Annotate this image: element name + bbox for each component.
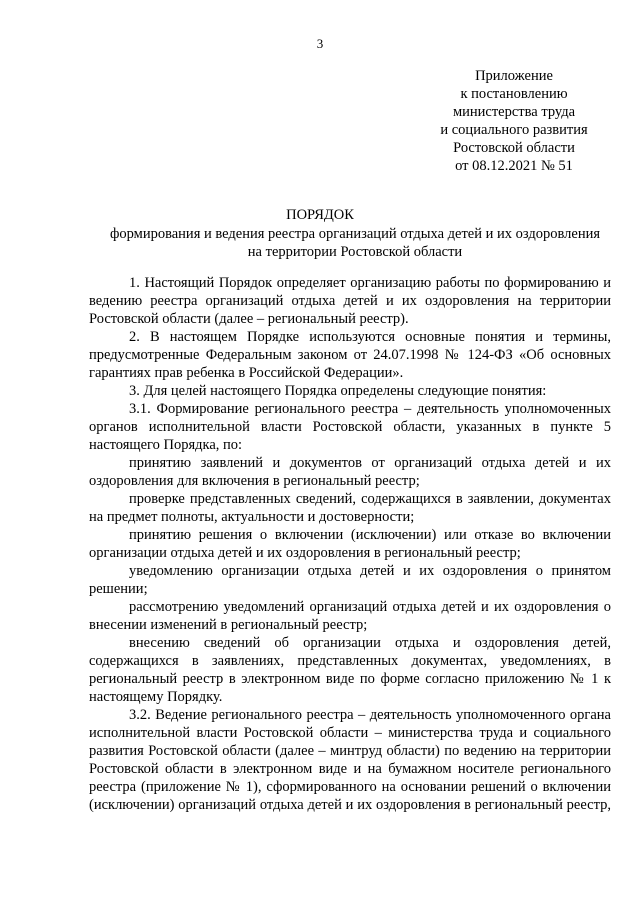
paragraph: принятию решения о включении (исключении) или отказе во включении организации отдыха детей и их оздоровления в региональный реестр; <box>89 527 611 561</box>
paragraph: 1. Настоящий Порядок определяет организацию работы по формированию и ведению реестра организаций отдыха детей и их оздоровления на территории Ростовской области (далее – региональный реестр). <box>89 275 611 327</box>
appendix-line: к постановлению <box>460 86 568 102</box>
paragraph: проверке представленных сведений, содержащихся в заявлении, документах на предмет полноты, актуальности и достоверности; <box>89 491 611 525</box>
paragraph: 3. Для целей настоящего Порядка определены следующие понятия: <box>129 383 547 399</box>
appendix-line: министерства труда <box>452 104 576 120</box>
paragraph: внесению сведений об организации отдыха и оздоровления детей, содержащихся в заявлениях, представленных документах, уведомлениях, в региональный реестр в электронном виде по форме согласно приложению № 1 к настоящему Порядку. <box>89 635 611 705</box>
paragraph: 3.1. Формирование регионального реестра – деятельность уполномоченных органов исполнительной власти Ростовской области, указанных в пункте 5 настоящего Порядка, по: <box>89 401 611 453</box>
paragraph: 3.2. Ведение регионального реестра – деятельность уполномоченного органа исполнительной власти Ростовской области – министерства труда и социального развития Ростовской области (далее – минтруд области) по ведению на территории Ростовской области в электронном виде и на бумажном носителе регионального реестра (приложение № 1), сформированного на основании решений о включении (исключении) организаций отдыха детей и их оздоровления в региональный реестр, <box>89 707 611 813</box>
paragraph: принятию заявлений и документов от организаций отдыха детей и их оздоровления для включения в региональный реестр; <box>89 455 611 489</box>
paragraph: уведомлению организации отдыха детей и их оздоровления о принятом решении; <box>89 563 611 597</box>
subtitle-line: на территории Ростовской области <box>247 244 463 260</box>
appendix-line: и социального развития <box>440 122 588 138</box>
document-subtitle <box>60 225 640 261</box>
appendix-line: от 08.12.2021 № 51 <box>455 158 573 174</box>
paragraph: рассмотрению уведомлений организаций отдыха детей и их оздоровления о внесении изменений в региональный реестр; <box>89 599 611 633</box>
document-body <box>89 274 611 814</box>
appendix-block <box>400 67 628 175</box>
subtitle-line: формирования и ведения реестра организаций отдыха детей и их оздоровления <box>109 226 601 242</box>
paragraph: 2. В настоящем Порядке используются основные понятия и термины, предусмотренные Федеральным законом от 24.07.1998 № 124-ФЗ «Об основных гарантиях прав ребенка в Российской Федерации». <box>89 329 611 381</box>
appendix-line: Приложение <box>475 68 553 84</box>
document-title: ПОРЯДОК <box>286 207 354 223</box>
appendix-line: Ростовской области <box>453 140 575 156</box>
page-number: 3 <box>316 36 324 51</box>
